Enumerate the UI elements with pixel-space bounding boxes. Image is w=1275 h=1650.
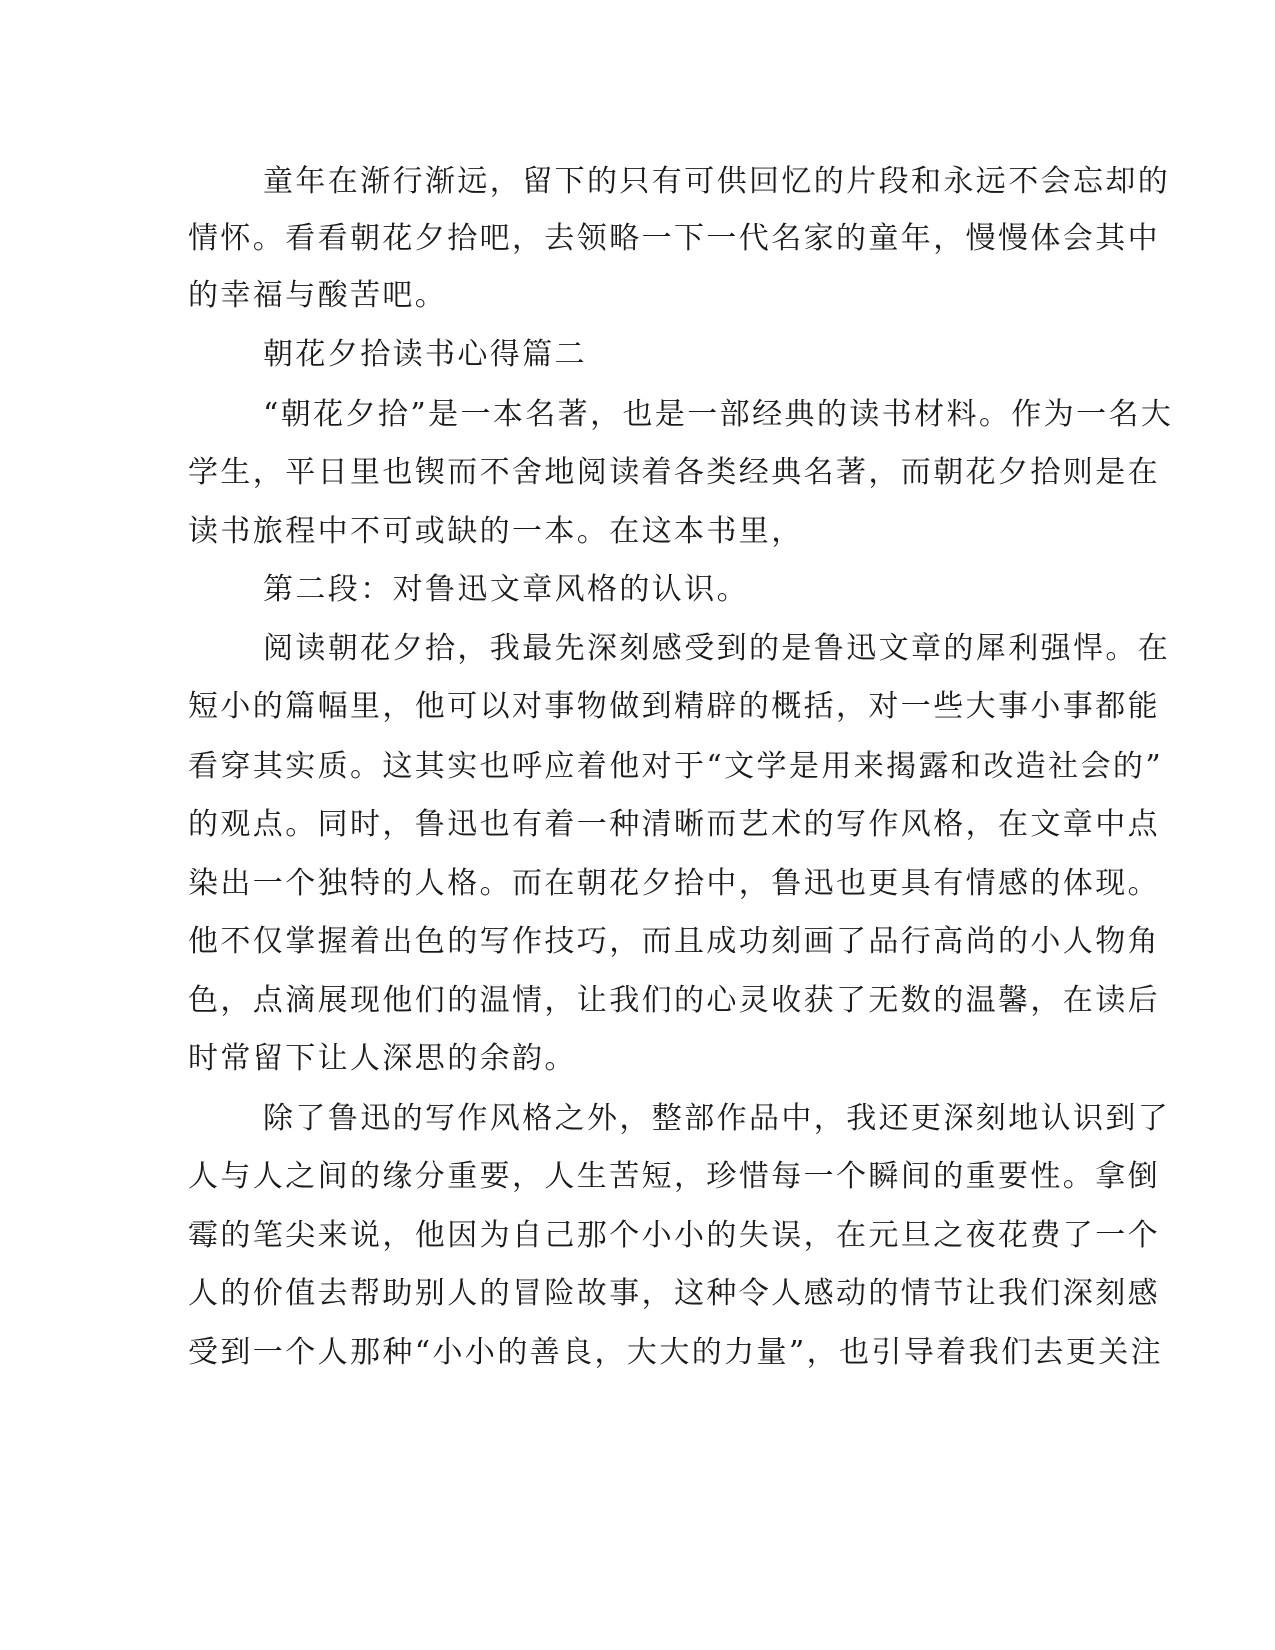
text-line: 学生，平日里也锲而不舍地阅读着各类经典名著，而朝花夕拾则是在	[188, 455, 1160, 490]
text-line: 时常留下让人深思的余韵。	[188, 1041, 577, 1076]
text-line: 人与人之间的缘分重要，人生苦短，珍惜每一个瞬间的重要性。拿倒	[188, 1159, 1160, 1194]
text-line: 染出一个独特的人格。而在朝花夕拾中，鲁迅也更具有情感的体现。	[188, 866, 1160, 901]
text-line: 霉的笔尖来说，他因为自己那个小小的失误，在元旦之夜花费了一个	[188, 1218, 1160, 1253]
text-line: 看穿其实质。这其实也呼应着他对于“文学是用来揭露和改造社会的”	[188, 749, 1164, 784]
text-line: 的观点。同时，鲁迅也有着一种清晰而艺术的写作风格，在文章中点	[188, 807, 1160, 842]
text-line: 的幸福与酸苦吧。	[188, 278, 448, 313]
section-heading: 朝花夕拾读书心得篇二	[263, 337, 587, 372]
text-line: 童年在渐行渐远，留下的只有可供回忆的片段和永远不会忘却的	[263, 164, 1171, 199]
text-line: “朝花夕拾”是一本名著，也是一部经典的读书材料。作为一名大	[263, 397, 1174, 432]
section-heading: 第二段：对鲁迅文章风格的认识。	[263, 572, 749, 607]
text-line: 情怀。看看朝花夕拾吧，去领略一下一代名家的童年，慢慢体会其中	[188, 221, 1160, 256]
text-line: 除了鲁迅的写作风格之外，整部作品中，我还更深刻地认识到了	[263, 1101, 1171, 1136]
text-line: 受到一个人那种“小小的善良，大大的力量”，也引导着我们去更关注	[188, 1335, 1164, 1370]
text-line: 读书旅程中不可或缺的一本。在这本书里，	[188, 514, 804, 549]
text-line: 人的价值去帮助别人的冒险故事，这种令人感动的情节让我们深刻感	[188, 1276, 1160, 1311]
text-line: 阅读朝花夕拾，我最先深刻感受到的是鲁迅文章的犀利强悍。在	[263, 631, 1171, 666]
text-line: 他不仅掌握着出色的写作技巧，而且成功刻画了品行高尚的小人物角	[188, 924, 1160, 959]
text-line: 色，点滴展现他们的温情，让我们的心灵收获了无数的温馨，在读后	[188, 983, 1160, 1018]
text-line: 短小的篇幅里，他可以对事物做到精辟的概括，对一些大事小事都能	[188, 689, 1160, 724]
